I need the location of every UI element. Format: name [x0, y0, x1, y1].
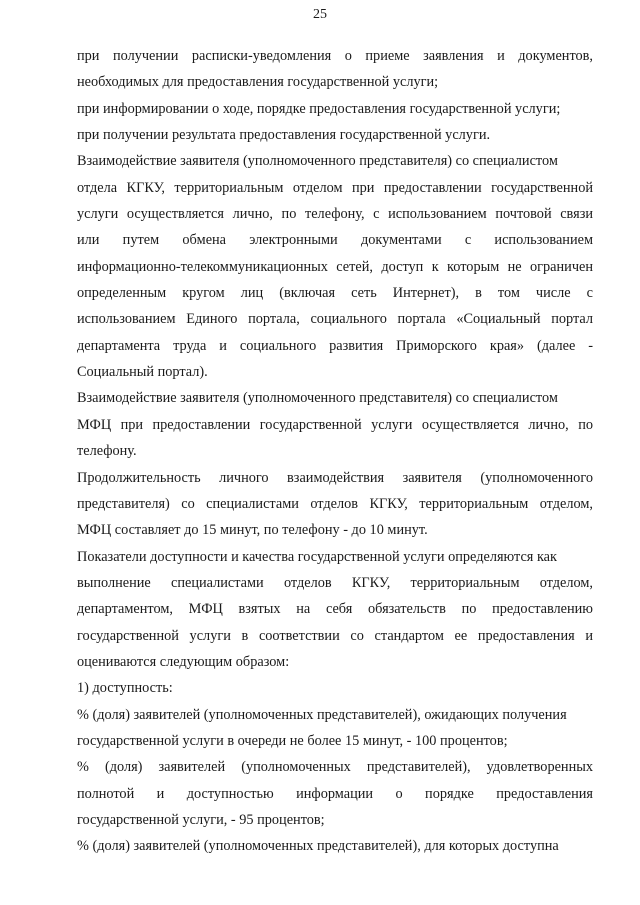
text-line: отдела КГКУ, территориальным отделом при предоставлении государственной [77, 179, 593, 196]
text-line: департамента труда и социального развития Приморского края» (далее - [77, 337, 593, 354]
text-line: при информировании о ходе, порядке предоставления государственной услуги; [77, 100, 561, 117]
text-line: Социальный портал). [77, 364, 208, 381]
text-line: представителя) со специалистами отделов КГКУ, территориальным отделом, [77, 495, 593, 512]
text-line: при получении расписки-уведомления о приеме заявления и документов, [77, 48, 593, 64]
text-line: Показатели доступности и качества государственной услуги определяются как [77, 548, 557, 565]
text-line: % (доля) заявителей (уполномоченных представителей), удовлетворенных [77, 759, 593, 776]
text-line: МФЦ составляет до 15 минут, по телефону - до 10 минут. [77, 522, 428, 539]
text-line: выполнение специалистами отделов КГКУ, территориальным отделом, [77, 574, 593, 591]
page-number: 25 [313, 7, 327, 22]
text-line: необходимых для предоставления государственной услуги; [77, 74, 439, 91]
text-line: или путем обмена электронными документами с использованием [77, 232, 593, 249]
text-line: определенным кругом лиц (включая сеть Интернет), в том числе с [77, 285, 593, 302]
text-line: Продолжительность личного взаимодействия заявителя (уполномоченного [77, 469, 593, 486]
text-line: телефону. [77, 443, 137, 460]
text-line: услуги осуществляется лично, по телефону, с использованием почтовой связи [77, 206, 593, 223]
text-line: государственной услуги в соответствии со стандартом ее предоставления и [77, 627, 593, 644]
text-line: государственной услуги, - 95 процентов; [77, 811, 325, 828]
text-line: Взаимодействие заявителя (уполномоченного представителя) со специалистом [77, 153, 558, 170]
document-body [77, 43, 593, 860]
text-line: 1) доступность: [77, 680, 173, 697]
text-line: департаментом, МФЦ взятых на себя обязательств по предоставлению [77, 601, 593, 618]
text-line: при получении результата предоставления государственной услуги. [77, 127, 491, 144]
text-line: оцениваются следующим образом: [77, 653, 290, 670]
text-line: информационно-телекоммуникационных сетей, доступ к которым не ограничен [77, 258, 593, 275]
text-line: МФЦ при предоставлении государственной услуги осуществляется лично, по [77, 416, 593, 433]
text-line: полнотой и доступностью информации о порядке предоставления [77, 785, 593, 802]
text-line: Взаимодействие заявителя (уполномоченного представителя) со специалистом [77, 390, 558, 407]
text-line: государственной услуги в очереди не более 15 минут, - 100 процентов; [77, 732, 508, 749]
text-line: % (доля) заявителей (уполномоченных представителей), ожидающих получения [77, 706, 567, 723]
text-line: использованием Единого портала, социального портала «Социальный портал [77, 311, 593, 328]
text-line: % (доля) заявителей (уполномоченных представителей), для которых доступна [77, 838, 559, 855]
